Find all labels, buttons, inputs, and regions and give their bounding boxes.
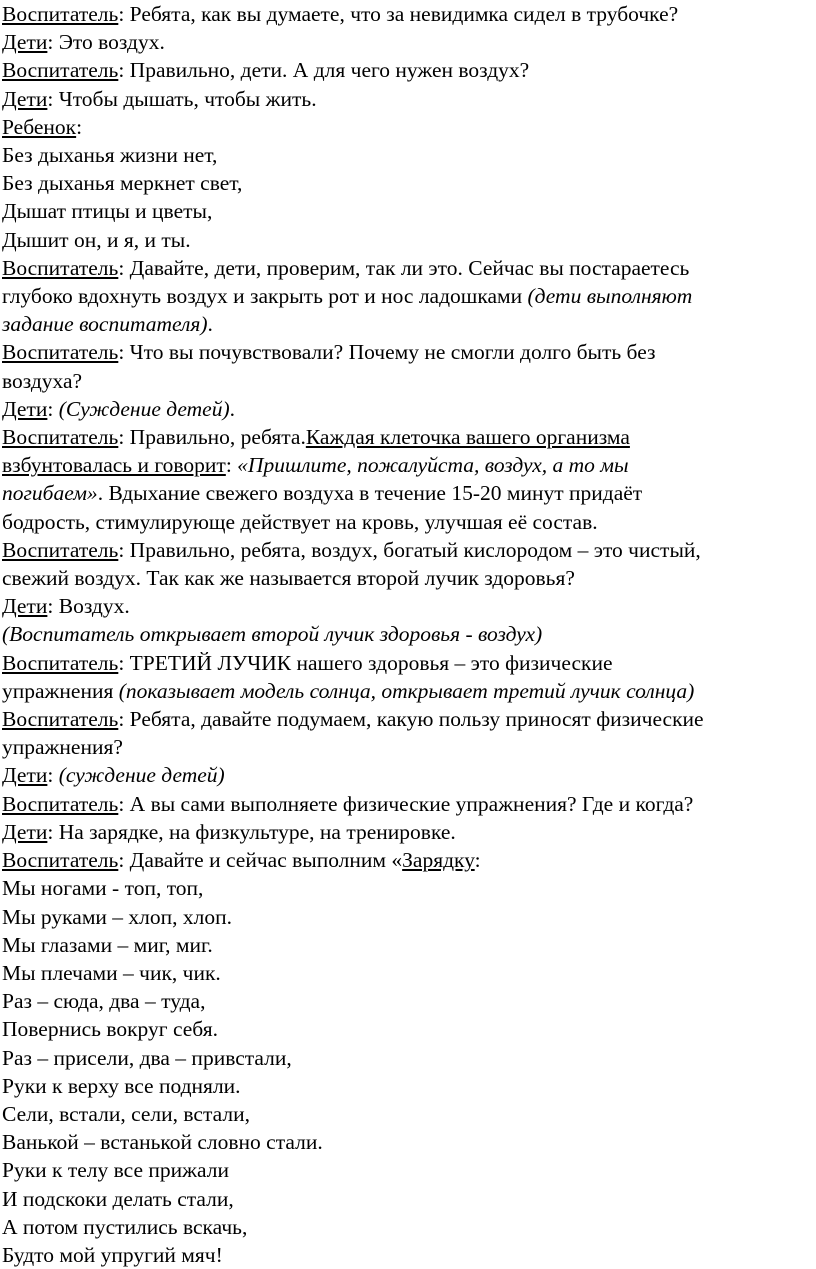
text-run: Раз – присели, два – привстали, — [2, 1045, 292, 1070]
text-line — [2, 479, 806, 507]
text-line — [2, 141, 806, 169]
text-run: Мы глазами – миг, миг. — [2, 932, 213, 957]
text-line — [2, 56, 806, 84]
underlined-text: Дети — [2, 819, 48, 844]
text-run: : — [47, 763, 59, 788]
text-run: Без дыханья жизни нет, — [2, 143, 218, 168]
underlined-text: Воспитатель — [2, 707, 119, 732]
text-line — [2, 282, 806, 310]
text-run: : — [47, 396, 59, 421]
underlined-text: Воспитатель — [2, 340, 119, 365]
text-run: упражнения? — [2, 735, 123, 760]
text-run: свежий воздух. Так как же называется второй лучик здоровья? — [2, 566, 575, 591]
underlined-text: Дети — [2, 30, 48, 55]
text-run: воздуха? — [2, 368, 83, 393]
text-line — [2, 451, 806, 479]
text-run: : Ребята, давайте подумаем, какую пользу приносят физические — [118, 707, 704, 732]
text-line — [2, 197, 806, 225]
italic-text: (суждение детей) — [58, 763, 225, 788]
italic-text: задание воспитателя) — [2, 312, 208, 337]
underlined-text: Дети — [2, 594, 48, 619]
text-run: Мы руками – хлоп, хлоп. — [2, 904, 233, 929]
text-run: : Правильно, дети. А для чего нужен воздух? — [118, 58, 530, 83]
text-line — [2, 761, 806, 789]
text-run: Мы ногами - топ, топ, — [2, 876, 204, 901]
text-line — [2, 733, 806, 761]
text-line — [2, 1241, 806, 1269]
text-line — [2, 818, 806, 846]
italic-text: «Пришлите, пожалуйста, воздух, а то мы — [237, 453, 629, 478]
underlined-text: Дети — [2, 86, 48, 111]
text-line — [2, 620, 806, 648]
text-line — [2, 367, 806, 395]
text-line — [2, 169, 806, 197]
text-line — [2, 790, 806, 818]
text-run: глубоко вдохнуть воздух и закрыть рот и нос ладошками — [2, 284, 528, 309]
text-line — [2, 226, 806, 254]
text-line — [2, 592, 806, 620]
italic-text: (Воспитатель открывает второй лучик здоровья - воздух) — [2, 622, 543, 647]
text-line — [2, 1128, 806, 1156]
text-run: А потом пустились вскачь, — [2, 1214, 248, 1239]
text-run: Руки к верху все подняли. — [2, 1073, 241, 1098]
text-run: Дышат птицы и цветы, — [2, 199, 213, 224]
text-run: Мы плечами – чик, чик. — [2, 960, 221, 985]
text-line — [2, 903, 806, 931]
text-run: : Ребята, как вы думаете, что за невидимка сидел в трубочке? — [118, 2, 679, 26]
text-line — [2, 338, 806, 366]
underlined-text: Воспитатель — [2, 791, 119, 816]
text-run: : Это воздух. — [47, 30, 165, 55]
text-line — [2, 987, 806, 1015]
text-line — [2, 931, 806, 959]
text-line — [2, 677, 806, 705]
text-run: : Давайте, дети, проверим, так ли это. Сейчас вы постараетесь — [118, 255, 690, 280]
text-run: . — [207, 312, 213, 337]
text-run: упражнения — [2, 678, 119, 703]
underlined-text: Воспитатель — [2, 848, 119, 873]
text-run: . Вдыхание свежего воздуха в течение 15-20 минут придаёт — [97, 481, 643, 506]
text-run: Ванькой – встанькой словно стали. — [2, 1130, 323, 1155]
text-line — [2, 28, 806, 56]
text-run: Будто мой упругий мяч! — [2, 1242, 223, 1267]
text-run: : Воздух. — [47, 594, 130, 619]
underlined-text: Зарядку — [402, 848, 475, 873]
underlined-text: Ребенок — [2, 114, 77, 139]
text-run: : — [474, 848, 481, 873]
text-line — [2, 0, 806, 28]
text-line — [2, 846, 806, 874]
text-line — [2, 85, 806, 113]
text-run: . — [229, 396, 236, 421]
text-line — [2, 254, 806, 282]
underlined-text: Дети — [2, 763, 48, 788]
text-run: Без дыханья меркнет свет, — [2, 171, 243, 196]
text-line — [2, 1044, 806, 1072]
text-run: : Давайте и сейчас выполним « — [118, 848, 403, 873]
text-run: : Правильно, ребята, воздух, богатый кислородом – это чистый, — [118, 537, 701, 562]
text-line — [2, 1100, 806, 1128]
text-run: И подскоки делать стали, — [2, 1186, 234, 1211]
text-run: : На зарядке, на физкультуре, на тренировке. — [47, 819, 456, 844]
text-run: Сели, встали, сели, встали, — [2, 1101, 250, 1126]
text-line — [2, 874, 806, 902]
text-line — [2, 536, 806, 564]
text-line — [2, 649, 806, 677]
text-line — [2, 705, 806, 733]
text-run: Повернись вокруг себя. — [2, 1017, 218, 1042]
italic-text: (дети выполняют — [527, 284, 693, 309]
italic-text: погибаем» — [2, 481, 98, 506]
text-run: Дышит он, и я, и ты. — [2, 227, 191, 252]
text-run: : Чтобы дышать, чтобы жить. — [47, 86, 317, 111]
text-line — [2, 1015, 806, 1043]
text-line — [2, 959, 806, 987]
text-run: : ТРЕТИЙ ЛУЧИК нашего здоровья – это физические — [118, 650, 613, 675]
text-run: : — [225, 453, 238, 478]
underlined-text: взбунтовалась и говорит — [2, 453, 226, 478]
text-line — [2, 1072, 806, 1100]
text-line — [2, 508, 806, 536]
text-line — [2, 395, 806, 423]
underlined-text: Воспитатель — [2, 58, 119, 83]
text-run: Раз – сюда, два – туда, — [2, 989, 206, 1014]
italic-text: (Суждение детей) — [58, 396, 230, 421]
text-run: : Что вы почувствовали? Почему не смогли долго быть без — [118, 340, 656, 365]
text-run: : Правильно, ребята. — [118, 425, 306, 450]
underlined-text: Воспитатель — [2, 2, 119, 26]
text-run: : А вы сами выполняете физические упражнения? Где и когда? — [118, 791, 694, 816]
text-line — [2, 1185, 806, 1213]
text-run: Руки к телу все прижали — [2, 1158, 229, 1183]
text-line — [2, 423, 806, 451]
text-line — [2, 1156, 806, 1184]
underlined-text: Воспитатель — [2, 425, 119, 450]
text-line — [2, 1213, 806, 1241]
text-line — [2, 310, 806, 338]
underlined-text: Воспитатель — [2, 537, 119, 562]
underlined-text: Воспитатель — [2, 255, 119, 280]
text-line — [2, 113, 806, 141]
text-run: бодрость, стимулирующе действует на кровь, улучшая её состав. — [2, 509, 598, 534]
underlined-text: Каждая клеточка вашего организма — [305, 425, 630, 450]
underlined-text: Воспитатель — [2, 650, 119, 675]
text-line — [2, 564, 806, 592]
underlined-text: Дети — [2, 396, 48, 421]
text-run: : — [76, 114, 83, 139]
italic-text: (показывает модель солнца, открывает третий лучик солнца) — [118, 678, 695, 703]
